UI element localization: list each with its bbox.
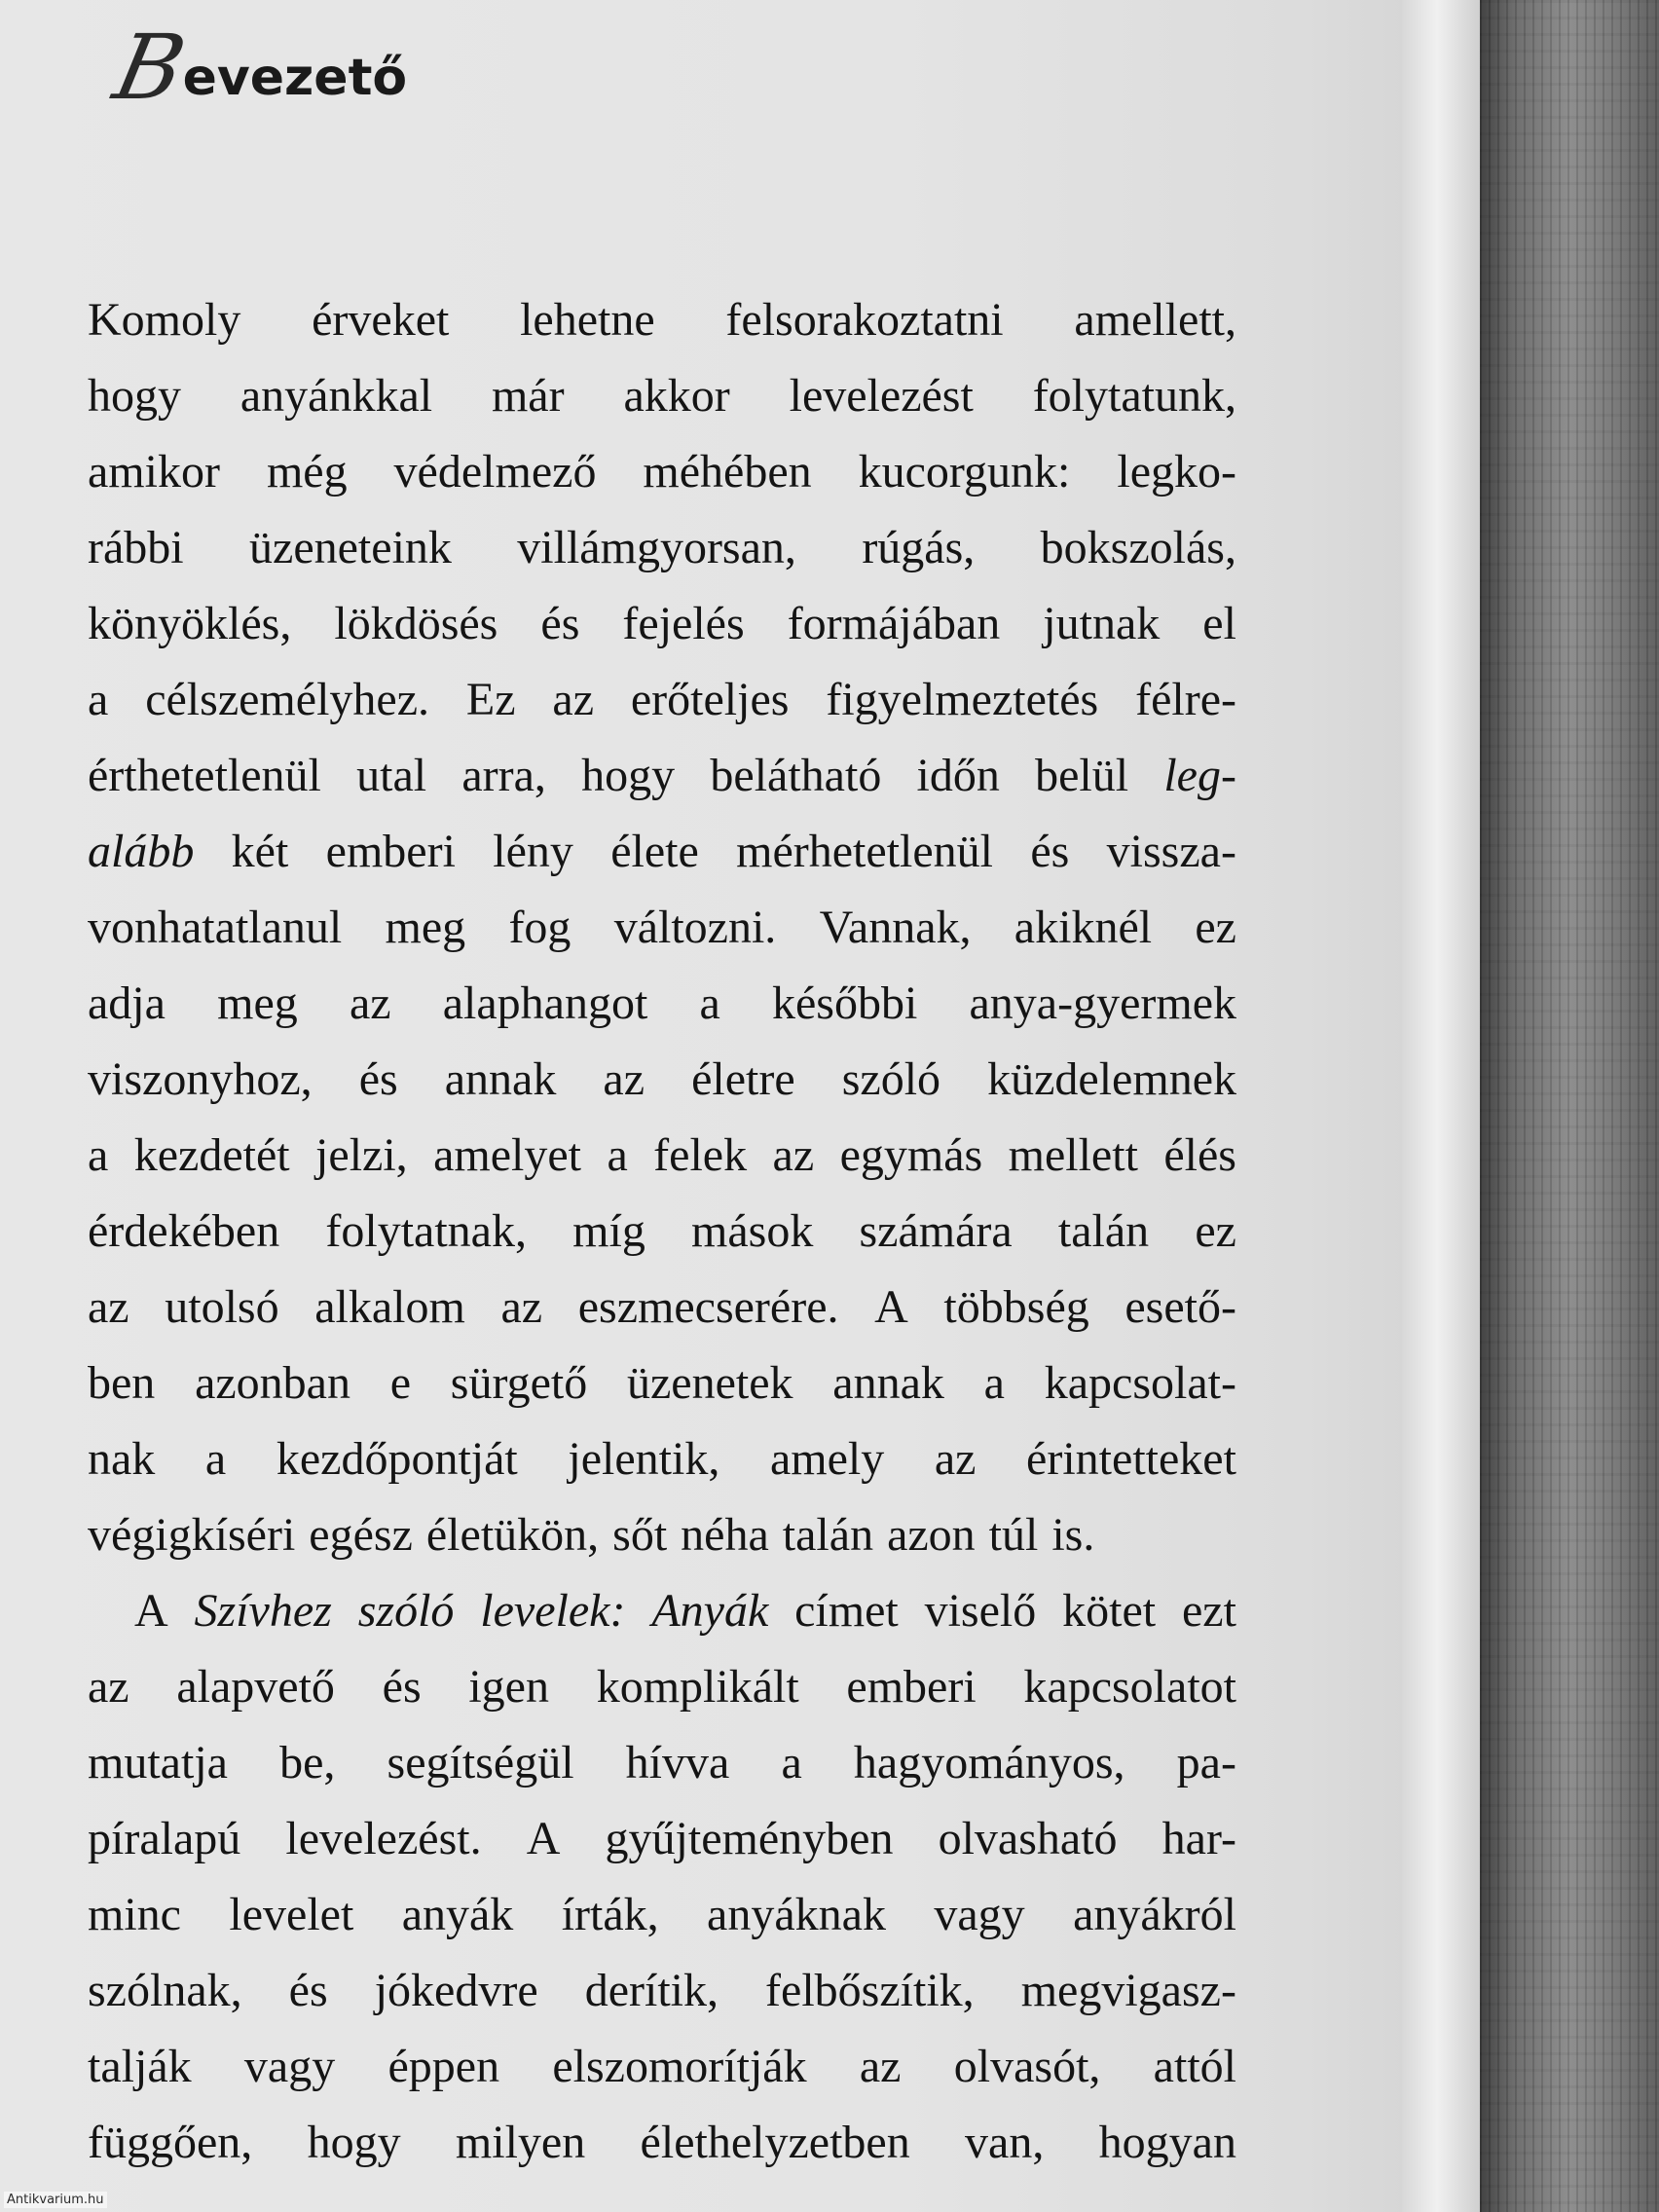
text-line: érthetetlenül utal arra, hogy belátható időn belül leg- bbox=[88, 750, 1236, 801]
chapter-heading bbox=[105, 16, 408, 120]
text-line: függően, hogy milyen élethelyzetben van, hogyan bbox=[88, 2117, 1236, 2168]
text-line: amikor még védelmező méhében kucorgunk: legko- bbox=[88, 446, 1236, 498]
heading-rest: evezető bbox=[182, 49, 408, 107]
text-line: az alapvető és igen komplikált emberi kapcsolatot bbox=[88, 1661, 1236, 1713]
text-line: alább két emberi lény élete mérhetetlenül és vissza- bbox=[88, 826, 1236, 877]
text-line: ben azonban e sürgető üzenetek annak a kapcsolat- bbox=[88, 1357, 1236, 1409]
body-text bbox=[88, 282, 1236, 2181]
text-line: végigkíséri egész életükön, sőt néha talán azon túl is. bbox=[88, 1509, 1095, 1561]
text-line: hogy anyánkkal már akkor levelezést folytatunk, bbox=[88, 370, 1236, 422]
text-line: a kezdetét jelzi, amelyet a felek az egymás mellett élés bbox=[88, 1129, 1236, 1181]
text-line: adja meg az alaphangot a későbbi anya-gyermek bbox=[88, 977, 1236, 1029]
heading-drop-letter: B bbox=[105, 16, 193, 120]
text-line: vonhatatlanul meg fog változni. Vannak, akiknél ez bbox=[88, 902, 1236, 953]
text-line: talják vagy éppen elszomorítják az olvasót, attól bbox=[88, 2041, 1236, 2092]
text-line: mutatja be, segítségül hívva a hagyományos, pa- bbox=[88, 1737, 1236, 1788]
text-line: könyöklés, lökdösés és fejelés formájában jutnak el bbox=[88, 598, 1236, 649]
text-line: rábbi üzeneteink villámgyorsan, rúgás, bokszolás, bbox=[88, 522, 1236, 573]
page-edge bbox=[1402, 0, 1480, 2212]
text-line: érdekében folytatnak, míg mások számára talán ez bbox=[88, 1205, 1236, 1257]
text-line: szólnak, és jókedvre derítik, felbőszítik, megvigasz- bbox=[88, 1965, 1236, 2016]
text-line: minc levelet anyák írták, anyáknak vagy anyákról bbox=[88, 1889, 1236, 1940]
text-line: Komoly érveket lehetne felsorakoztatni amellett, bbox=[88, 294, 1236, 346]
watermark-text: Antikvarium.hu bbox=[4, 2192, 107, 2208]
text-line: A Szívhez szóló levelek: Anyák címet viselő kötet ezt bbox=[134, 1585, 1236, 1637]
text-line: viszonyhoz, és annak az életre szóló küzdelemnek bbox=[88, 1053, 1236, 1105]
text-line: a célszemélyhez. Ez az erőteljes figyelmeztetés félre- bbox=[88, 674, 1236, 725]
text-line: nak a kezdőpontját jelentik, amely az érintetteket bbox=[88, 1433, 1236, 1485]
wood-background bbox=[1480, 0, 1659, 2212]
text-line: az utolsó alkalom az eszmecserére. A többség esető- bbox=[88, 1281, 1236, 1333]
text-line: píralapú levelezést. A gyűjteményben olvasható har- bbox=[88, 1813, 1236, 1864]
